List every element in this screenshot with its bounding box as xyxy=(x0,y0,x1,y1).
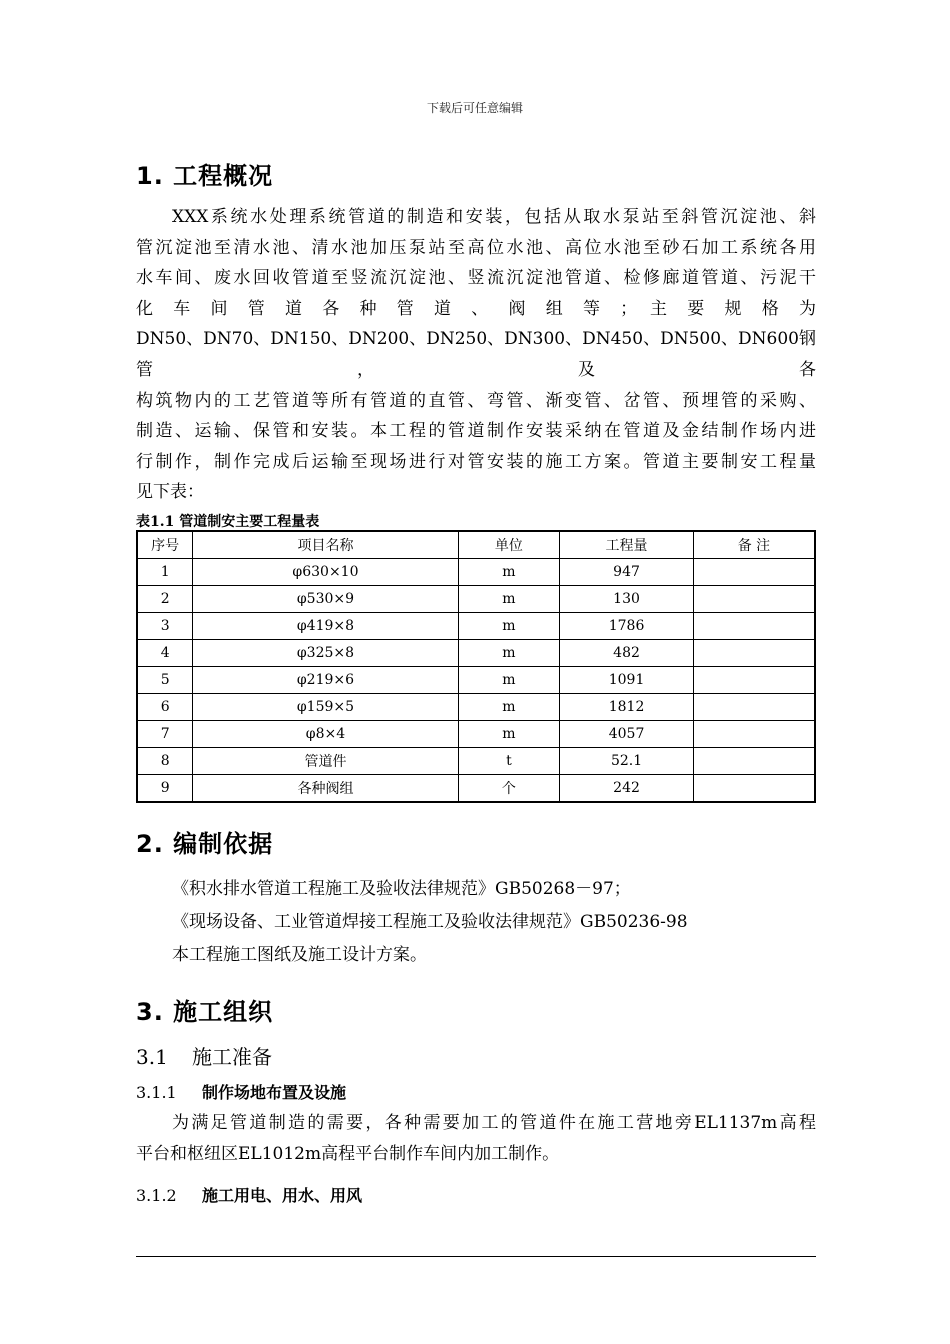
section-1-title: 1. 工程概况 xyxy=(136,162,274,190)
subsection-3-1-1-heading xyxy=(136,1080,346,1103)
table-cell: 4057 xyxy=(560,721,694,748)
section-2-title: 2. 编制依据 xyxy=(136,830,274,858)
subsection-3-1-2-heading xyxy=(136,1183,362,1206)
table-cell: 6 xyxy=(137,694,193,721)
table-cell xyxy=(693,586,815,613)
table-cell: t xyxy=(458,748,560,775)
table-cell: 4 xyxy=(137,640,193,667)
table-cell: 3 xyxy=(137,613,193,640)
table-row xyxy=(137,748,815,775)
table-cell: m xyxy=(458,694,560,721)
table-row xyxy=(137,775,815,803)
table-row xyxy=(137,613,815,640)
table-cell: 5 xyxy=(137,667,193,694)
table-cell: 8 xyxy=(137,748,193,775)
table-cell: 个 xyxy=(458,775,560,803)
table-cell: 7 xyxy=(137,721,193,748)
table-cell: m xyxy=(458,721,560,748)
table-cell: 2 xyxy=(137,586,193,613)
table-row xyxy=(137,721,815,748)
para-line: DN50、DN70、DN150、DN200、DN250、DN300、DN450、DN500、DN600钢管，及各 xyxy=(136,329,816,380)
section-1-paragraph xyxy=(136,202,816,508)
para-line: 见下表： xyxy=(136,482,204,503)
subsection-number: 3.1.1 xyxy=(136,1083,177,1102)
table-caption: 表1.1 管道制安主要工程量表 xyxy=(136,514,320,530)
table-cell: 1786 xyxy=(560,613,694,640)
header-cell: 工程量 xyxy=(560,531,694,559)
section-3-title: 3. 施工组织 xyxy=(136,998,274,1026)
table-cell: 管道件 xyxy=(193,748,458,775)
table-cell xyxy=(693,775,815,803)
para-line: 水车间、废水回收管道至竖流沉淀池、竖流沉淀池管道、检修廊道管道、污泥干 xyxy=(136,268,816,289)
subsection-title: 制作场地布置及设施 xyxy=(202,1083,347,1102)
table-cell: 各种阀组 xyxy=(193,775,458,803)
table-cell: φ530×9 xyxy=(193,586,458,613)
table-row xyxy=(137,667,815,694)
header-cell: 备 注 xyxy=(693,531,815,559)
reference-item: 《积水排水管道工程施工及验收法律规范》GB50268－97； xyxy=(172,879,631,899)
reference-item: 本工程施工图纸及施工设计方案。 xyxy=(172,945,427,965)
table-cell: m xyxy=(458,667,560,694)
table-cell xyxy=(693,559,815,586)
table-cell: φ219×6 xyxy=(193,667,458,694)
table-cell: 1812 xyxy=(560,694,694,721)
table-cell: m xyxy=(458,613,560,640)
subsection-title: 施工用电、用水、用风 xyxy=(202,1186,363,1205)
table-cell: 947 xyxy=(560,559,694,586)
table-cell: 52.1 xyxy=(560,748,694,775)
subsection-title: 施工准备 xyxy=(192,1045,272,1069)
table-cell: 482 xyxy=(560,640,694,667)
table-cell: φ8×4 xyxy=(193,721,458,748)
table-cell xyxy=(693,667,815,694)
table-cell: φ419×8 xyxy=(193,613,458,640)
table-row xyxy=(137,586,815,613)
page-header: 下载后可任意编辑 xyxy=(426,101,523,115)
table-row xyxy=(137,640,815,667)
para-line: XXX系统水处理系统管道的制造和安装，包括从取水泵站至斜管沉淀池、斜 xyxy=(172,207,816,227)
subsection-3-1-heading xyxy=(136,1041,272,1070)
subsection-number: 3.1.2 xyxy=(136,1186,177,1205)
subsection-3-1-1-paragraph xyxy=(136,1108,816,1169)
table-cell xyxy=(693,640,815,667)
table-cell: 1 xyxy=(137,559,193,586)
para-line: 行制作，制作完成后运输至现场进行对管安装的施工方案。管道主要制安工程量 xyxy=(136,451,816,472)
table-cell xyxy=(693,613,815,640)
table-cell: φ159×5 xyxy=(193,694,458,721)
table-cell: 242 xyxy=(560,775,694,803)
para-line: 平台和枢纽区EL1012m高程平台制作车间内加工制作。 xyxy=(136,1143,560,1164)
para-line: 制造、运输、保管和安装。本工程的管道制作安装采纳在管道及金结制作场内进 xyxy=(136,421,816,442)
table-cell: φ630×10 xyxy=(193,559,458,586)
header-cell: 项目名称 xyxy=(193,531,458,559)
table-cell xyxy=(693,748,815,775)
table-cell: 1091 xyxy=(560,667,694,694)
para-line: 构筑物内的工艺管道等所有管道的直管、弯管、渐变管、岔管、预埋管的采购、 xyxy=(136,390,816,411)
table-row xyxy=(137,559,815,586)
para-line: 管沉淀池至清水池、清水池加压泵站至高位水池、高位水池至砂石加工系统各用 xyxy=(136,237,816,258)
table-row xyxy=(137,694,815,721)
footer-divider xyxy=(136,1256,816,1257)
table-cell xyxy=(693,694,815,721)
header-cell: 单位 xyxy=(458,531,560,559)
table-cell: 9 xyxy=(137,775,193,803)
subsection-number: 3.1 xyxy=(136,1045,168,1069)
table-cell xyxy=(693,721,815,748)
quantity-table xyxy=(136,530,816,803)
table-cell: m xyxy=(458,640,560,667)
table-cell: φ325×8 xyxy=(193,640,458,667)
table-cell: m xyxy=(458,586,560,613)
para-line: 为满足管道制造的需要，各种需要加工的管道件在施工营地旁EL1137m高程 xyxy=(172,1113,816,1133)
table-header-row xyxy=(137,531,815,559)
table-cell: m xyxy=(458,559,560,586)
para-line: 化 车 间 管 道 各 种 管 道 、 阀 组 等 ； 主 要 规 格 为 xyxy=(136,298,816,319)
header-cell: 序号 xyxy=(137,531,193,559)
table-cell: 130 xyxy=(560,586,694,613)
reference-item: 《现场设备、工业管道焊接工程施工及验收法律规范》GB50236-98 xyxy=(172,912,688,932)
